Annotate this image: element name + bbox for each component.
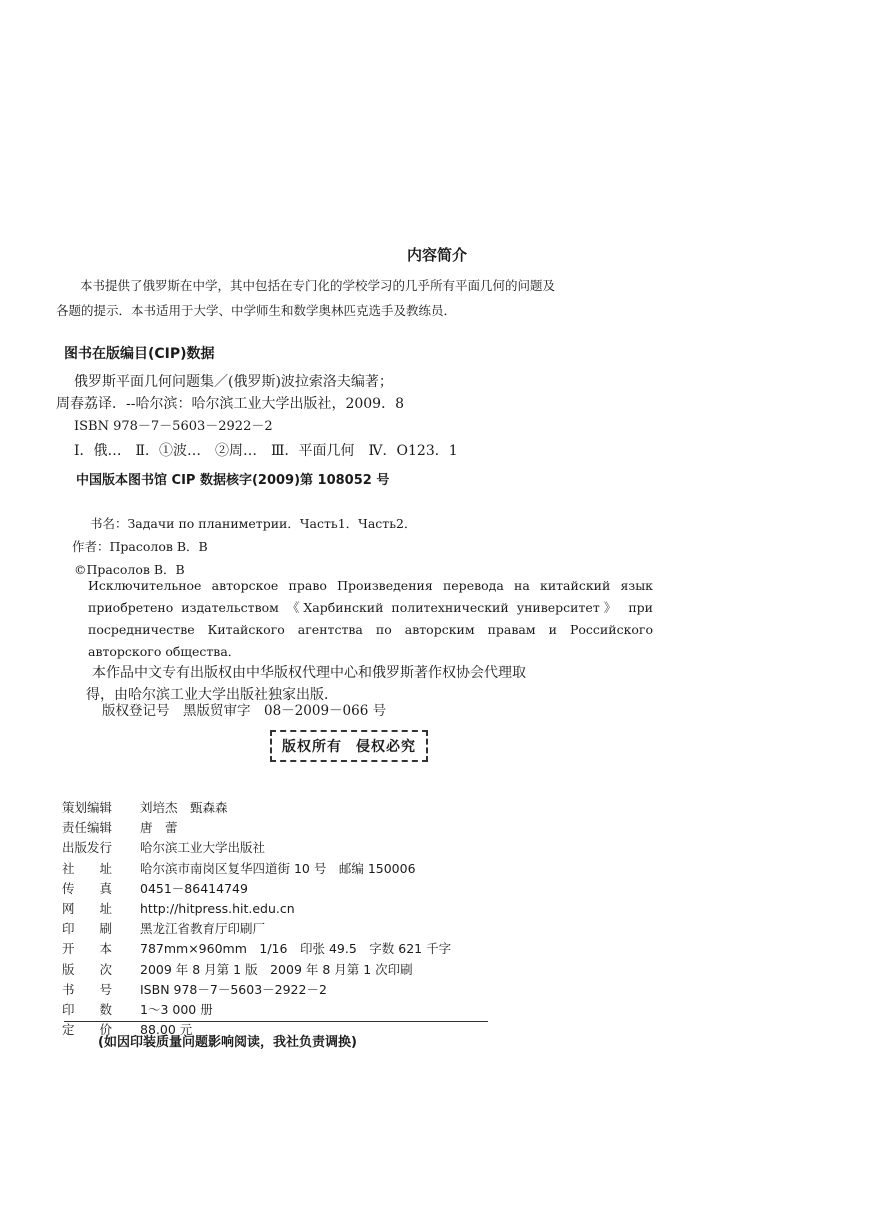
cip-line-record-number: 中国版本图书馆 CIP 数据核字(2009)第 108052 号 — [76, 473, 390, 488]
cip-heading: 图书在版编目(CIP)数据 — [64, 346, 215, 362]
footer-note: (如因印装质量问题影响阅读，我社负责调换) — [98, 1035, 357, 1050]
divider-rule — [64, 1021, 488, 1022]
info-label: 策划编辑 — [62, 800, 113, 815]
publication-info-table — [62, 798, 451, 1040]
registration-number: 版权登记号 黑版贸审字 08－2009－066 号 — [102, 703, 387, 719]
info-value: 0451－86414749 — [140, 880, 248, 896]
info-value: 唐 蕾 — [140, 820, 178, 836]
cip-line-classification: Ⅰ．俄… Ⅱ．①波… ②周… Ⅲ．平面几何 Ⅳ．O123．1 — [74, 443, 458, 459]
info-row — [62, 899, 451, 919]
info-value: ISBN 978－7－5603－2922－2 — [140, 981, 327, 997]
info-label: 出版发行 — [62, 840, 113, 856]
russian-rights-paragraph: Исключительное авторское право Произведения перевода на китайский язык приобретено издательством 《Харбинский политехнический университет》 при посредничестве Китайского агентства по авторским правам и Российского авторского общества． — [88, 578, 653, 659]
info-label: 社 址 — [62, 860, 113, 876]
info-row — [62, 1000, 451, 1020]
info-row — [62, 980, 451, 1000]
cip-line-isbn: ISBN 978－7－5603－2922－2 — [74, 419, 273, 434]
info-value: http://hitpress.hit.edu.cn — [140, 900, 295, 916]
info-label: 开 本 — [62, 941, 113, 957]
chinese-rights-line-2: 得，由哈尔滨工业大学出版社独家出版． — [86, 687, 338, 703]
original-author: 作者：Прасолов В．В — [72, 539, 208, 554]
info-value: 1～3 000 册 — [140, 1001, 213, 1017]
info-value: 2009 年 8 月第 1 版 2009 年 8 月第 1 次印刷 — [140, 961, 413, 977]
info-label: 印 刷 — [62, 921, 113, 937]
info-row — [62, 879, 451, 899]
info-label: 书 号 — [62, 981, 113, 997]
info-label: 传 真 — [62, 880, 113, 896]
info-row — [62, 939, 451, 959]
info-row — [62, 798, 451, 818]
info-label: 网 址 — [62, 900, 113, 916]
intro-line-1: 本书提供了俄罗斯在中学，其中包括在专门化的学校学习的几乎所有平面几何的问题及 — [80, 278, 556, 293]
info-row — [62, 859, 451, 879]
piracy-warning-text: 侵权必究 — [356, 739, 416, 755]
info-row — [62, 838, 451, 858]
cip-line-title: 俄罗斯平面几何问题集／(俄罗斯)波拉索洛夫编著； — [74, 374, 393, 390]
info-value: 黑龙江省教育厅印刷厂 — [140, 921, 266, 937]
original-copyright: ©Прасолов В．В — [74, 562, 185, 577]
info-row — [62, 960, 451, 980]
info-label: 责任编辑 — [62, 820, 113, 836]
info-row — [62, 818, 451, 838]
info-value: 哈尔滨工业大学出版社 — [140, 840, 266, 856]
info-label: 印 数 — [62, 1001, 113, 1017]
chinese-rights-line-1: 本作品中文专有出版权由中华版权代理中心和俄罗斯著作权协会代理取 — [92, 665, 526, 681]
info-row — [62, 919, 451, 939]
info-value: 787mm×960mm 1/16 印张 49.5 字数 621 千字 — [140, 941, 452, 957]
rights-reserved-box — [270, 730, 428, 762]
info-value: 88.00 元 — [140, 1022, 193, 1038]
intro-line-2: 各题的提示．本书适用于大学、中学师生和数学奥林匹克选手及教练员． — [56, 303, 457, 318]
intro-body — [56, 273, 656, 323]
info-value: 刘培杰 甄森森 — [140, 800, 228, 815]
rights-reserved-text: 版权所有 — [282, 739, 342, 755]
original-title: 书名：Задачи по планиметрии．Часть1．Часть2． — [90, 516, 417, 531]
info-value: 哈尔滨市南岗区复华四道街 10 号 邮编 150006 — [140, 860, 416, 876]
intro-title: 内容简介 — [406, 246, 467, 264]
cip-line-publisher: 周春荔译．--哈尔滨：哈尔滨工业大学出版社，2009．8 — [56, 396, 404, 412]
info-label: 定 价 — [62, 1022, 113, 1038]
info-label: 版 次 — [62, 961, 113, 977]
